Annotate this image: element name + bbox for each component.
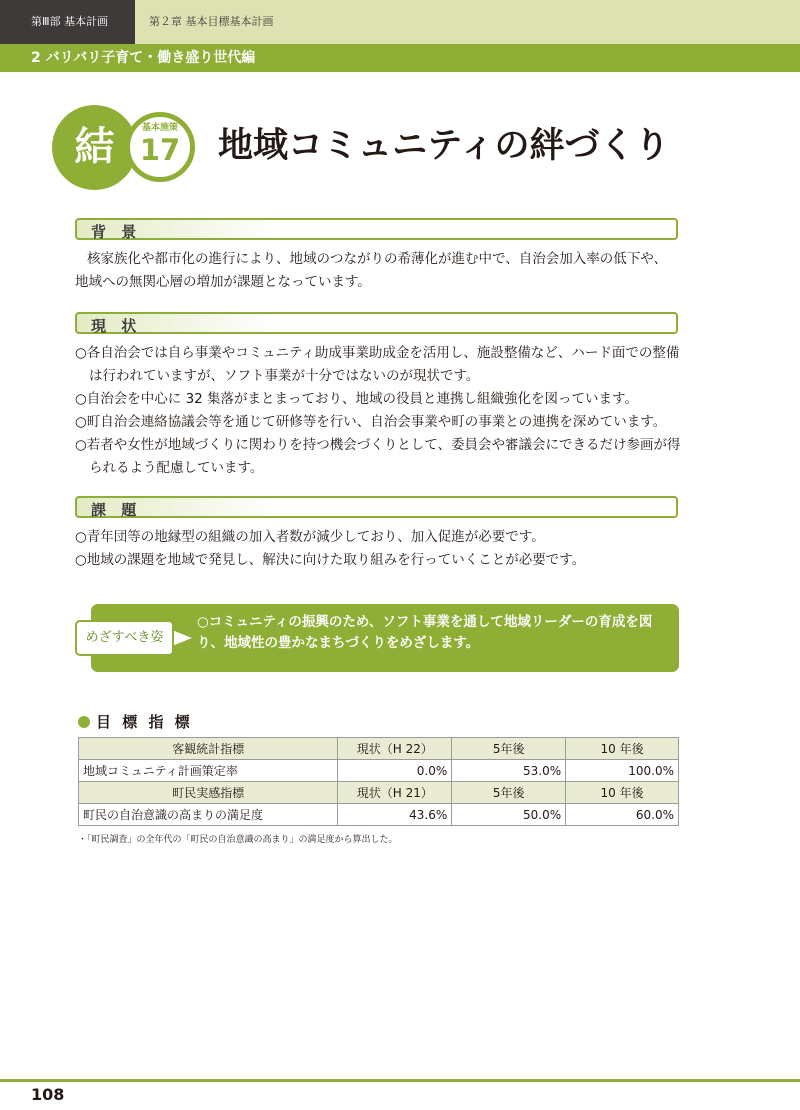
- policy-label: 基本施策: [141, 123, 178, 133]
- table-cell: 100.0%: [566, 760, 679, 782]
- issues-list: [75, 526, 685, 572]
- issues-heading-text: 課 題: [91, 501, 142, 519]
- table-cell: 地域コミュニティ計画策定率: [79, 760, 338, 782]
- status-heading: [75, 312, 678, 334]
- indicators-table: [78, 737, 679, 826]
- policy-number-badge: [125, 112, 195, 182]
- table-cell: 53.0%: [452, 760, 566, 782]
- chapter-label: 第２章 基本目標基本計画: [149, 15, 274, 28]
- status-item: ○自治会を中心に 32 集落がまとまっており、地域の役員と連携し組織強化を図っています。: [75, 391, 638, 407]
- background-paragraph: [75, 248, 685, 294]
- table-cell: 5年後: [452, 738, 566, 760]
- table-cell: 現状（H 21）: [338, 782, 452, 804]
- bullet-dot-icon: [78, 716, 90, 728]
- table-header-row: [79, 738, 679, 760]
- table-cell: 客観統計指標: [79, 738, 338, 760]
- status-item: ○各自治会では自ら事業やコミュニティ助成事業助成金を活用し、施設整備など、ハード面での整備は行われていますが、ソフト事業が十分ではないのが現状です。: [75, 345, 680, 384]
- top-header-bar: [0, 0, 800, 44]
- background-heading-text: 背 景: [91, 223, 142, 241]
- table-row: [79, 804, 679, 826]
- table-cell: 43.6%: [338, 804, 452, 826]
- status-list: [75, 342, 685, 480]
- status-heading-text: 現 状: [91, 317, 142, 335]
- issue-item: ○地域の課題を地域で発見し、解決に向けた取り組みを行っていくことが必要です。: [75, 552, 586, 568]
- table-cell: 町民実感指標: [79, 782, 338, 804]
- table-cell: 町民の自治意識の高まりの満足度: [79, 804, 338, 826]
- section-bar: 2 バリバリ子育て・働き盛り世代編: [0, 44, 800, 72]
- policy-number: 17: [139, 133, 181, 167]
- issue-item: ○青年団等の地縁型の組織の加入者数が減少しており、加入促進が必要です。: [75, 529, 545, 545]
- table-cell: 60.0%: [566, 804, 679, 826]
- page-title: 地域コミュニティの絆づくり: [218, 126, 670, 166]
- table-cell: 10 年後: [566, 738, 679, 760]
- background-heading: [75, 218, 678, 240]
- indicators-heading-text: 目 標 指 標: [96, 713, 193, 731]
- status-item: ○若者や女性が地域づくりに関わりを持つ機会づくりとして、委員会や審議会にできるだけ参画が得られるよう配慮しています。: [75, 437, 681, 476]
- issues-heading: [75, 496, 678, 518]
- page-number: 108: [31, 1085, 65, 1104]
- footer-rule: [0, 1079, 800, 1082]
- part-label: 第Ⅲ部 基本計画: [0, 0, 135, 44]
- goal-label: めざすべき姿: [75, 620, 174, 656]
- background-line: 核家族化や都市化の進行により、地域のつながりの希薄化が進む中で、自治会加入率の低下や、: [87, 251, 667, 267]
- goal-label-pointer: [172, 630, 192, 646]
- table-note: ・「町民調査」の全年代の「町民の自治意識の高まり」の満足度から算出した。: [78, 835, 398, 845]
- status-item: ○町自治会連絡協議会等を通じて研修等を行い、自治会事業や町の事業との連携を深めています。: [75, 414, 667, 430]
- table-cell: 50.0%: [452, 804, 566, 826]
- table-row: [79, 760, 679, 782]
- table-header-row: [79, 782, 679, 804]
- table-cell: 0.0%: [338, 760, 452, 782]
- table-cell: 5年後: [452, 782, 566, 804]
- background-line: 地域への無関心層の増加が課題となっています。: [75, 274, 371, 290]
- theme-circle: 結: [52, 105, 137, 190]
- table-cell: 10 年後: [566, 782, 679, 804]
- indicators-heading: [78, 711, 193, 732]
- goal-text: ○コミュニティの振興のため、ソフト事業を通して地域リーダーの育成を図り、地域性の豊かなまちづくりをめざします。: [197, 614, 653, 651]
- table-cell: 現状（H 22）: [338, 738, 452, 760]
